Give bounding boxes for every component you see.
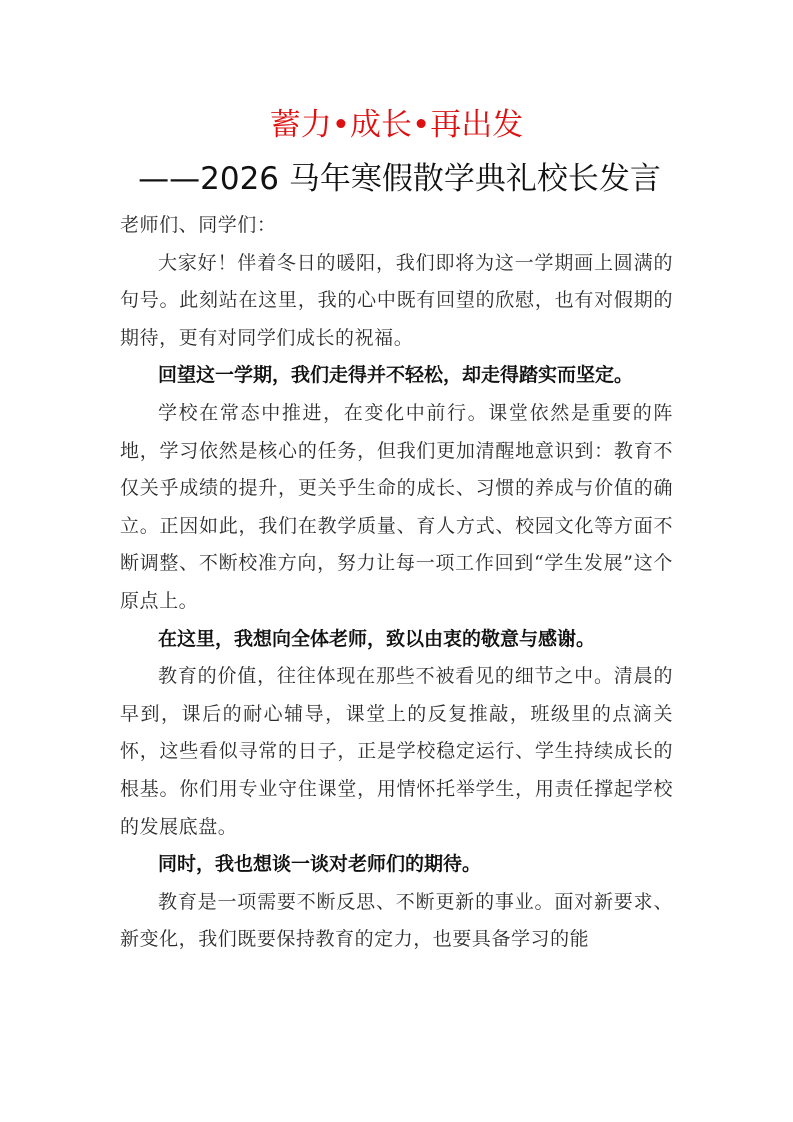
salutation: 老师们、同学们： <box>120 214 277 236</box>
section-heading-review: 回望这一学期，我们走得并不轻松，却走得踏实而坚定。 <box>158 364 634 387</box>
section-heading-thanks-teachers: 在这里，我想向全体老师，致以由衷的敬意与感谢。 <box>158 627 596 650</box>
paragraph-school-progress: 学校在常态中推进，在变化中前行。课堂依然是重要的阵地，学习依然是核心的任务，但我们更加清醒地意识到：教育不仅关乎成绩的提升，更关乎生命的成长、习惯的养成与价值的确立。正因如此，我们在教学质量、育人方式、校园文化等方面不断调整、不断校准方向，努力让每一项工作回到“学生发展”这个原点上。 <box>120 401 673 612</box>
paragraph-greeting: 大家好！伴着冬日的暖阳，我们即将为这一学期画上圆满的句号。此刻站在这里，我的心中既有回望的欣慰，也有对假期的期待，更有对同学们成长的祝福。 <box>120 251 673 349</box>
paragraph-education-renewal: 教育是一项需要不断反思、不断更新的事业。面对新要求、新变化，我们既要保持教育的定力，也要具备学习的能 <box>120 890 673 951</box>
document-subtitle: ——2026 马年寒假散学典礼校长发言 <box>138 161 661 197</box>
document-title: 蓄力•成长•再出发 <box>269 107 524 143</box>
paragraph-teacher-value: 教育的价值，往往体现在那些不被看见的细节之中。清晨的早到，课后的耐心辅导，课堂上的反复推敲，班级里的点滴关怀，这些看似寻常的日子，正是学校稳定运行、学生持续成长的根基。你们用专业守住课堂，用情怀托举学生，用责任撑起学校的发展底盘。 <box>120 665 673 838</box>
section-heading-expectations: 同时，我也想谈一谈对老师们的期待。 <box>158 853 482 876</box>
document-body <box>120 207 673 959</box>
